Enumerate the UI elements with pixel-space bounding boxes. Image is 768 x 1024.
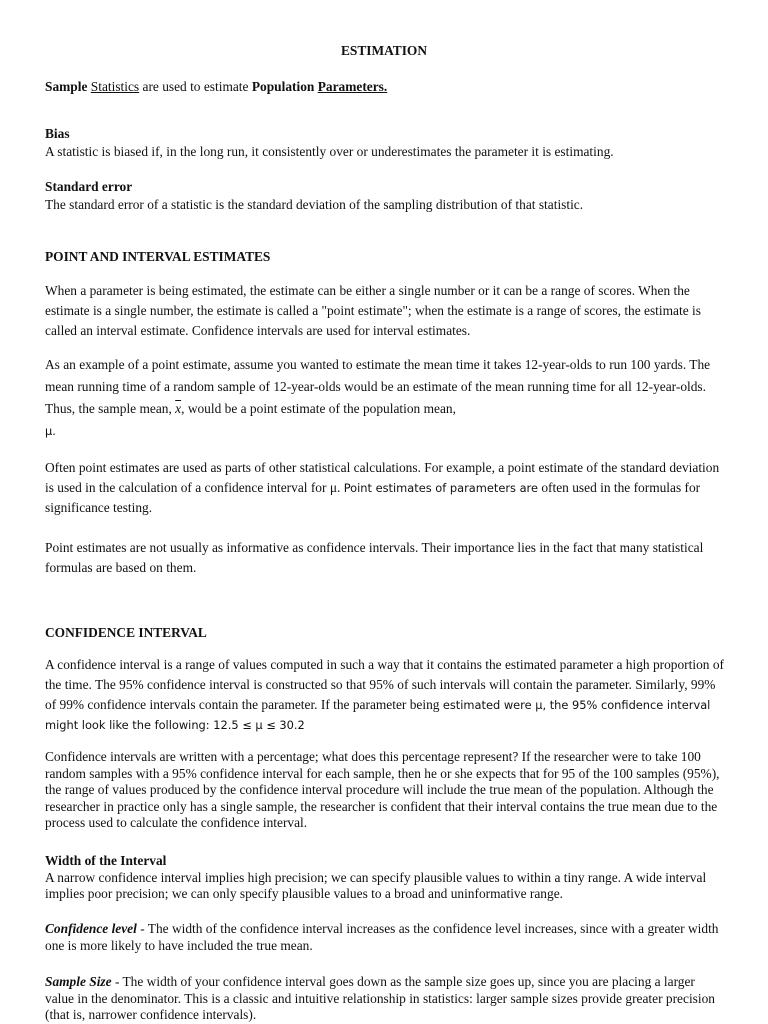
confidence-level-text: - The width of the confidence interval increases as the confidence level increases, since with a greater width one is more likely to have included the true mean. (45, 921, 719, 953)
ci-text-a: A confidence interval is a range of values computed in such a way that it contains the estimated parameter a high proportion of the time. The 95% confidence interval is constructed so that 95% of such intervals will contain the parameter. Similarly, 99% of 99% confidence intervals contain the parameter. If the parameter being (45, 657, 724, 712)
p3-text-b: Point estimates of parameters are (343, 481, 538, 495)
width-section (45, 853, 725, 903)
standard-error-section (45, 178, 725, 214)
point-interval-paragraph-4: Point estimates are not usually as informative as confidence intervals. Their importance lies in the fact that many statistical formulas are based on them. (45, 540, 704, 575)
bias-heading: Bias (45, 126, 70, 141)
point-interval-paragraph-3 (45, 458, 725, 518)
width-text: A narrow confidence interval implies high precision; we can specify plausible values to within a tiny range. A wide interval implies poor precision; we can only specify plausible values to a broad and uninformative range. (45, 869, 707, 901)
sample-size-text: - The width of your confidence interval goes down as the sample size goes up, since you are placing a larger value in the denominator. This is a classic and intuitive relationship in statistics: larger sample sizes provide greater precision (that is, narrower confidence intervals). (45, 974, 715, 1022)
width-heading: Width of the Interval (45, 853, 167, 868)
point-interval-paragraph-1: When a parameter is being estimated, the estimate can be either a single number or it can be a range of scores. When the estimate is a single number, the estimate is called a "point estimate"; when the estimate is a range of scores, the estimate is called an interval estimate. Confidence intervals are used for interval estimates. (45, 283, 701, 338)
ci-text-b: estimated were μ, the 95% confidence interval might look like the following: 12.5 ≤ μ ≤ 30.2 (45, 698, 711, 732)
p2-text-b: , would be a point estimate of the population mean, (181, 401, 456, 416)
bias-text: A statistic is biased if, in the long run, it consistently over or underestimates the parameter it is estimating. (45, 144, 614, 159)
confidence-interval-paragraph-1 (45, 655, 725, 735)
sample-mean-symbol: $\overline{x}$ (175, 401, 182, 416)
mu-symbol: μ. (45, 424, 56, 438)
intro-middle: are used to estimate (142, 79, 249, 94)
confidence-level-paragraph (45, 921, 725, 954)
p2-text-a: As an example of a point estimate, assume you wanted to estimate the mean time it takes 12-year-olds to run 100 yards. The mean running time of a random sample of 12-year-olds would be an estimate of the mean running time for all 12-year-olds. Thus, the sample mean, (45, 357, 711, 416)
confidence-level-label: Confidence level (45, 921, 137, 936)
intro-sample: Sample (45, 79, 88, 94)
intro-line (45, 77, 725, 97)
standard-error-heading: Standard error (45, 179, 133, 194)
standard-error-text: The standard error of a statistic is the standard deviation of the sampling distribution of that statistic. (45, 197, 584, 212)
p3-text-c: often used in the formulas for significance testing. (45, 480, 701, 515)
bias-section (45, 125, 725, 161)
point-interval-heading: POINT AND INTERVAL ESTIMATES (45, 249, 271, 264)
sample-size-paragraph (45, 974, 725, 1024)
intro-parameters: Parameters. (317, 79, 388, 94)
confidence-interval-paragraph-2: Confidence intervals are written with a percentage; what does this percentage represent? If the researcher were to take 100 random samples with a 95% confidence interval for each sample, then he or she expects that for 95 of the 100 samples (95%), the range of values produced by the confidence interval procedure will include the true mean of the population. Although the researcher in practice only has a single sample, the researcher is confident that their interval contains the true mean due to the process used to calculate the confidence interval. (45, 749, 720, 830)
sample-size-label: Sample Size (45, 974, 112, 989)
p3-text-a: Often point estimates are used as parts of other statistical calculations. For example, a point estimate of the standard deviation is used in the calculation of a confidence interval for μ. (45, 460, 720, 495)
intro-statistics: Statistics (90, 79, 140, 94)
confidence-interval-heading: CONFIDENCE INTERVAL (45, 625, 207, 640)
intro-population: Population (251, 79, 315, 94)
point-interval-paragraph-2 (45, 354, 725, 442)
page-title: ESTIMATION (340, 43, 428, 58)
